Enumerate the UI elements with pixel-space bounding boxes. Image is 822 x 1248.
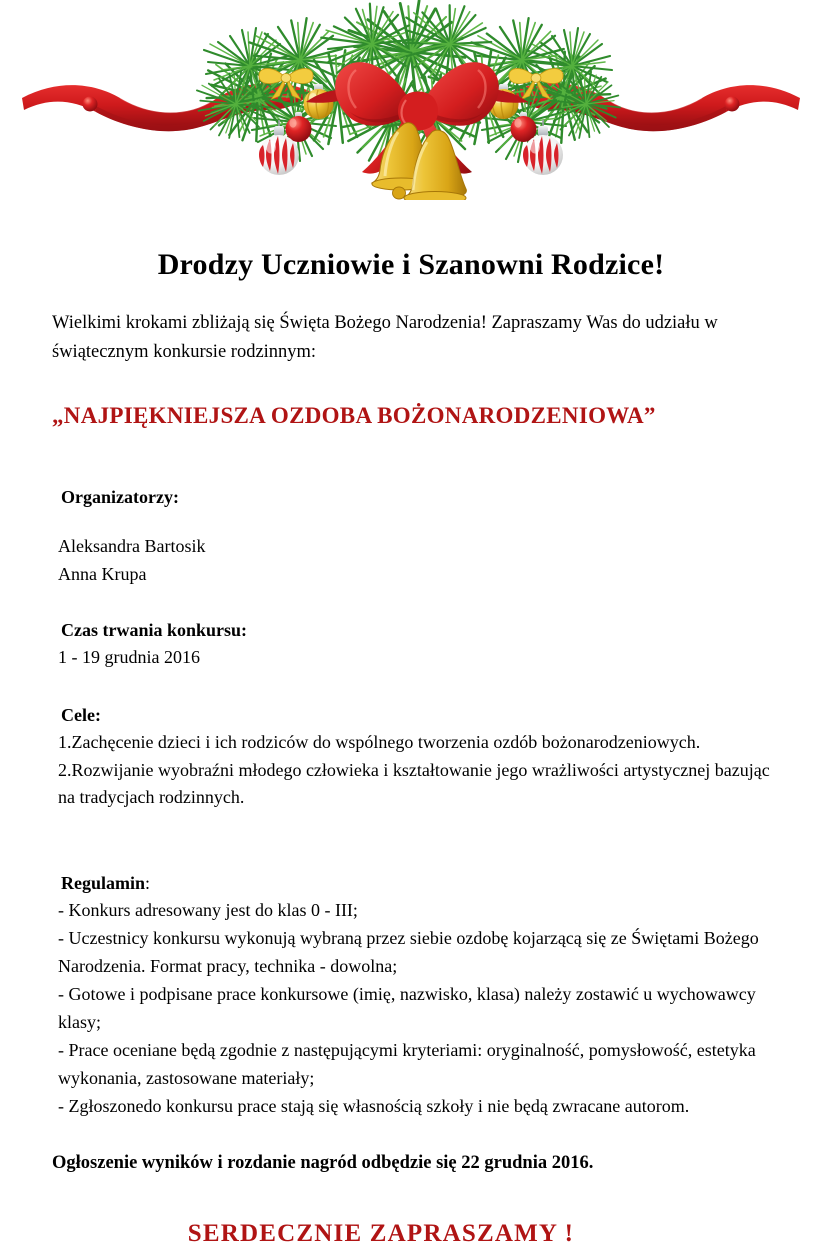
organizer-name: Anna Krupa [58, 563, 147, 584]
document-body [0, 248, 822, 1248]
rule-item: - Prace oceniane będą zgodnie z następującymi kryteriami: oryginalność, pomysłowość, estetyka wykonania, zastosowane materiały; [58, 1039, 756, 1088]
rules-heading [52, 870, 770, 897]
christmas-garland-decoration [0, 0, 822, 200]
closing-invitation: SERDECZNIE ZAPRASZAMY ! [187, 1220, 575, 1248]
organizer-name: Aleksandra Bartosik [58, 535, 206, 556]
rule-item: - Zgłoszonedo konkursu prace stają się własnością szkoły i nie będą zwracane autorom. [58, 1095, 690, 1116]
rule-item: - Gotowe i podpisane prace konkursowe (imię, nazwisko, klasa) należy zostawić u wychowawcy klasy; [58, 983, 756, 1032]
duration-heading: Czas trwania konkursu: [61, 619, 248, 640]
rules-heading-colon: : [145, 873, 151, 894]
intro-paragraph: Wielkimi krokami zbliżają się Święta Bożego Narodzenia! Zapraszamy Was do udziału w świątecznym konkursie rodzinnym: [52, 313, 718, 362]
organizers-heading: Organizatorzy: [61, 486, 179, 507]
rule-item: - Konkurs adresowany jest do klas 0 - III; [58, 900, 358, 921]
page-title: Drodzy Uczniowie i Szanowni Rodzice! [157, 248, 665, 281]
contest-title: „NAJPIĘKNIEJSZA OZDOBA BOŻONARODZENIOWA” [52, 403, 656, 429]
rule-item: - Uczestnicy konkursu wykonują wybraną przez siebie ozdobę kojarzącą się ze Świętami Bożego Narodzenia. Format pracy, technika - dowolna; [58, 928, 759, 977]
goals-section [52, 702, 770, 813]
rules-section [52, 870, 770, 1120]
rules-heading-label: Regulamin [61, 873, 146, 894]
goal-item: 2.Rozwijanie wyobraźni młodego człowieka i kształtowanie jego wrażliwości artystycznej bazując na tradycjach rodzinnych. [58, 759, 770, 808]
duration-section [52, 617, 770, 672]
results-announcement: Ogłoszenie wyników i rozdanie nagród odbędzie się 22 grudnia 2016. [52, 1153, 594, 1174]
organizers-section [52, 484, 770, 589]
goal-item: 1.Zachęcenie dzieci i ich rodziców do wspólnego tworzenia ozdób bożonarodzeniowych. [58, 731, 701, 752]
duration-value: 1 - 19 grudnia 2016 [58, 646, 200, 667]
goals-heading: Cele: [61, 704, 101, 725]
